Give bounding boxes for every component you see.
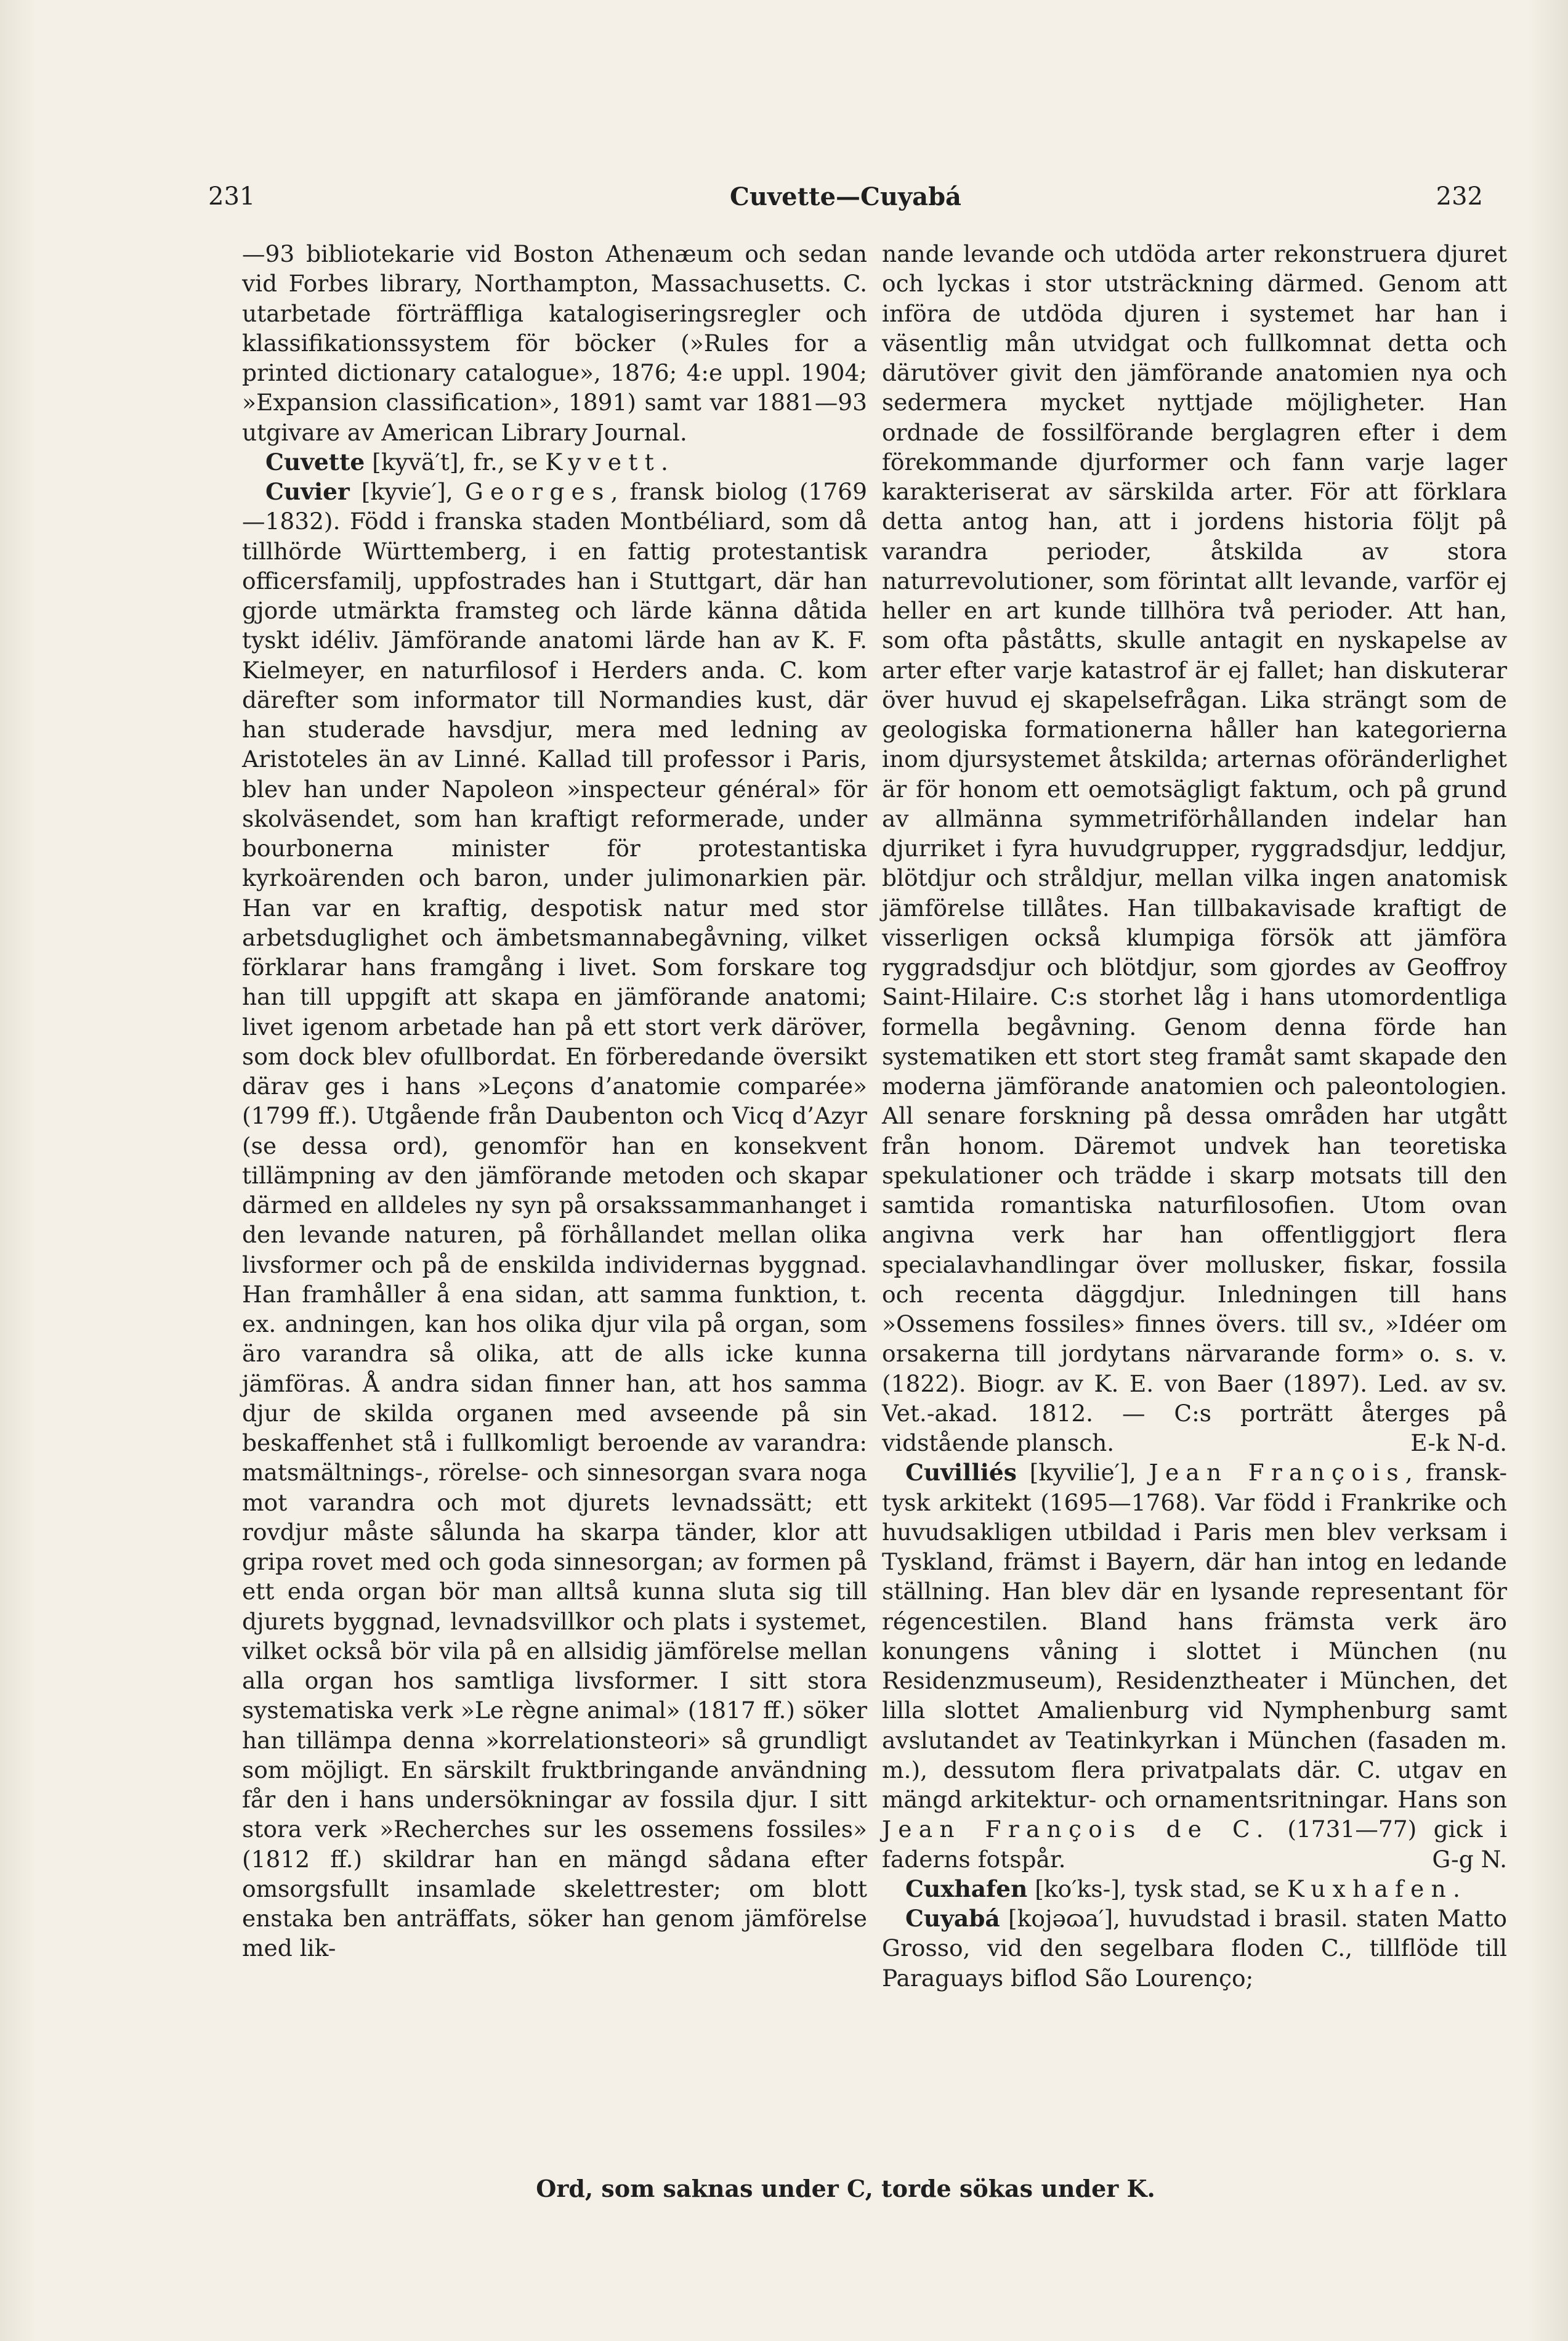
cross-reference: Kyvett — [545, 448, 661, 476]
entry-cuvillies: Cuvilliés [kyvilie′], Jean François, fransk-tysk arkitekt (1695—1768). Var född i Frankrike och huvudsakligen utbildad i Paris men blev verksam i Tyskland, främst i Bayern, där han intog en ledande ställning. Han blev där en lysande representant för régencestilen. Bland hans främsta verk äro konungens våning i slottet i München (nu Residenzmuseum), Residenztheater i München, det lilla slottet Amalienburg vid Nymphenburg samt avslutandet av Teatinkyrkan i München (fasaden m. m.), dessutom flera privatpalats där. C. utgav en mängd arkitektur- och ornamentsritningar. Hans son Jean François de C. (1731—77) gick i faderns fotspår. G-g N. — [882, 1458, 1507, 1874]
entry-cuvier-continued: nande levande och utdöda arter rekonstruera djuret och lyckas i stor utsträckning därmed. Genom att införa de utdöda djuren i systemet har han i väsentlig mån utvidgat och fullkomnat detta och därutöver givit den jämförande anatomien nya och sedermera mycket nyttjade möjligheter. Han ordnade de fossilförande berglagren efter i dem förekommande djurformer och fann varje lager karakteriserat av särskilda arter. För att förklara detta antog han, att i jordens historia följt på varandra perioder, åtskilda av stora naturrevolutioner, som förintat allt levande, varför ej heller en art kunde tillhöra två perioder. Att han, som ofta påståtts, skulle antagit en nyskapelse av arter efter varje katastrof är ej fallet; han diskuterar över huvud ej skapelsefrågan. Lika strängt som de geologiska formationerna håller han kategorierna inom djursystemet åtskilda; arternas oföränderlighet är för honom ett oemotsägligt faktum, och på grund av allmänna symmetriförhållanden indelar han djurriket i fyra huvudgrupper, ryggradsdjur, leddjur, blötdjur och stråldjur, mellan vilka ingen anatomisk jämförelse tillåtes. Han tillbakavisade kraftigt de visserligen också klumpiga försök att jämföra ryggradsdjur och blötdjur, som gjordes av Geoffroy Saint-Hilaire. C:s storhet låg i hans utomordentliga formella begåvning. Genom denna förde han systematiken ett stort steg framåt samt skapade den moderna jämförande anatomien och paleontologien. All senare forskning på dessa områden har utgått från honom. Däremot undvek han teoretiska spekulationer och trädde i skarp motsats till den samtida romantiska naturfilosofien. Utom ovan angivna verk har han offentliggjort flera specialavhandlingar över mollusker, fiskar, fossila och recenta däggdjur. Inledningen till hans »Ossemens fossiles» finnes övers. till sv., »Idéer om orsakerna till jordytans närvarande form» o. s. v. (1822). Biogr. av K. E. von Baer (1897). Led. av sv. Vet.-akad. 1812. — C:s porträtt återges på vidstående plansch. E-k N-d. — [882, 239, 1507, 1458]
author-signature: E-k N-d. — [1410, 1429, 1507, 1456]
running-title: Cuvette—Cuyabá — [730, 182, 961, 211]
forename: Georges — [464, 478, 611, 505]
entry-cuvette: Cuvette [kyvä′t], fr., se Kyvett. — [265, 448, 668, 476]
entry-continuation: —93 bibliotekarie vid Boston Athenæum och sedan vid Forbes library, Northampton, Massachusetts. C. utarbetade förträffliga katalogiseringsregler och klassifikationssystem för böcker (»Rules for a printed dictionary catalogue», 1876; 4:e uppl. 1904; »Expansion classification», 1891) samt var 1881—93 utgivare av American Library Journal. — [242, 240, 867, 446]
headword: Cuvette — [265, 448, 365, 476]
cross-reference: Kuxhafen — [1287, 1875, 1453, 1902]
author-signature: G-g N. — [1432, 1845, 1507, 1873]
entry-cuxhafen: Cuxhafen [ko′ks-], tysk stad, se Kuxhafen. — [905, 1875, 1460, 1902]
headword: Cuxhafen — [905, 1875, 1028, 1902]
forename: Jean François — [1149, 1459, 1405, 1487]
son-name: Jean François de C. — [882, 1816, 1271, 1843]
page-number-left: 231 — [208, 182, 256, 211]
page-number-right: 232 — [1436, 182, 1483, 211]
page-header — [208, 182, 1483, 219]
page-footer-note: Ord, som saknas under C, torde sökas under K. — [536, 2175, 1155, 2202]
headword: Cuvilliés — [905, 1459, 1017, 1487]
entry-cuyaba: Cuyabá [kojəɷa′], huvudstad i brasil. staten Matto Grosso, vid den segelbara floden C., tillflöde till Paraguays biflod São Lourenço; — [882, 1905, 1507, 1992]
entry-cuvier: Cuvier [kyvie′], Georges, fransk biolog (1769—1832). Född i franska staden Montbéliard, som då tillhörde Württemberg, i en fattig protestantisk officersfamilj, uppfostrades han i Stuttgart, där han gjorde utmärkta framsteg och lärde känna dåtida tyskt idéliv. Jämförande anatomi lärde han av K. F. Kielmeyer, en naturfilosof i Herders anda. C. kom därefter som informator till Normandies kust, där han studerade havsdjur, mera med ledning av Aristoteles än av Linné. Kallad till professor i Paris, blev han under Napoleon »inspecteur général» för skolväsendet, som han kraftigt reformerade, under bourbonerna minister för protestantiska kyrkoärenden och baron, under julimonarkien pär. Han var en kraftig, despotisk natur med stor arbetsduglighet och ämbetsmannabegåvning, vilket förklarar hans framgång i livet. Som forskare tog han till uppgift att skapa en jämförande anatomi; livet igenom arbetade han på ett stort verk däröver, som dock blev ofullbordat. En förberedande översikt därav ges i hans »Leçons d’anatomie comparée» (1799 ff.). Utgående från Daubenton och Vicq d’Azyr (se dessa ord), genomför han en konsekvent tillämpning av den jämförande metoden och skapar därmed en alldeles ny syn på orsakssammanhanget i den levande naturen, på förhållandet mellan olika livsformer och på de enskilda individernas byggnad. Han framhåller å ena sidan, att samma funktion, t. ex. andningen, kan hos olika djur vila på organ, som äro varandra så olika, att de alls icke kunna jämföras. Å andra sidan finner han, att hos samma djur de skilda organen med avseende på sin beskaffenhet stå i fullkomligt beroende av varandra: matsmältnings-, rörelse- och sinnesorgan svara noga mot varandra och mot djurets levnadssätt; ett rovdjur måste sålunda ha skarpa tänder, klor att gripa rovet med och goda sinnesorgan; av formen på ett enda organ bör man alltså kunna sluta sig till djurets byggnad, levnadsvillkor och plats i systemet, vilket också bör vila på en allsidig jämförelse mellan alla organ hos samtliga livsformer. I sitt stora systematiska verk »Le règne animal» (1817 ff.) söker han tillämpa denna »korrelationsteori» så grundligt som möjligt. En särskilt fruktbringande användning får den i hans undersökningar av fossila djur. I sitt stora verk »Recherches sur les ossemens fossiles» (1812 ff.) skildrar han en mängd sådana efter omsorgsfullt insamlade skelettrester; om blott enstaka ben anträffats, söker han genom jämförelse med lik- — [242, 478, 867, 1962]
right-column — [882, 239, 1507, 1993]
left-column — [242, 239, 867, 1963]
headword: Cuvier — [265, 478, 350, 505]
headword: Cuyabá — [905, 1905, 1000, 1932]
